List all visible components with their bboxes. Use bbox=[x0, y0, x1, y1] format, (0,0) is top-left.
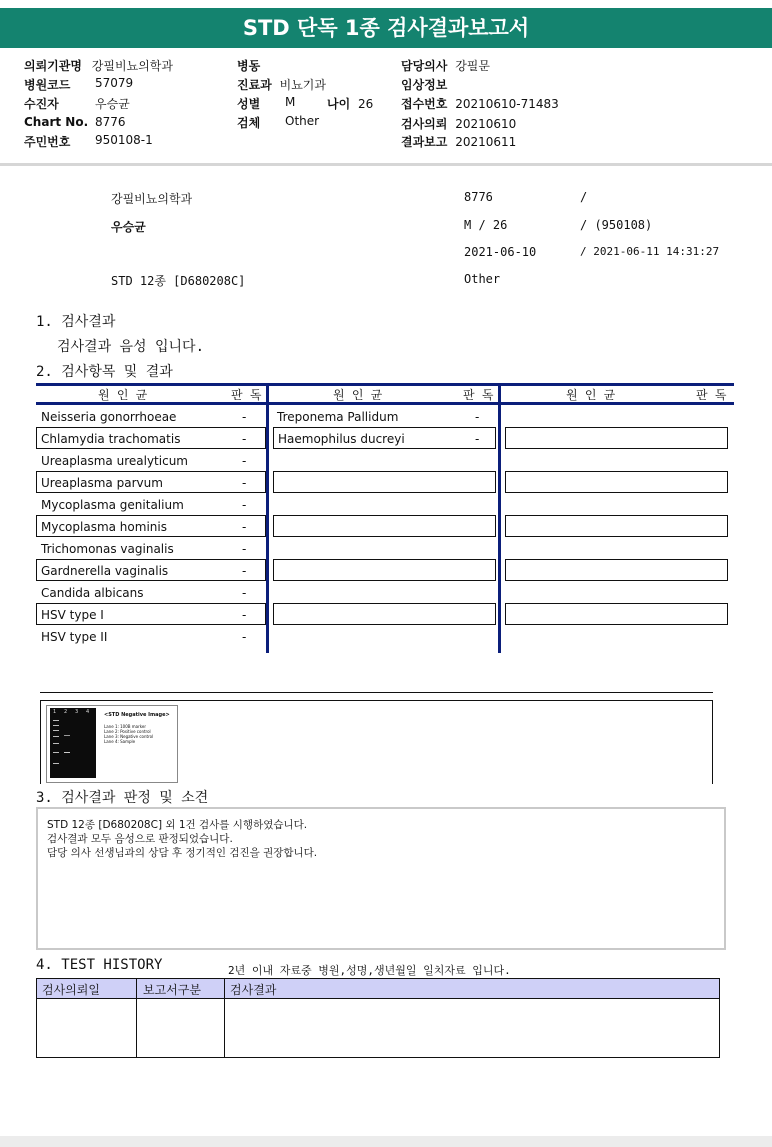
pathogen-name: Chlamydia trachomatis bbox=[41, 432, 181, 446]
col3-pathogen-header: 원 인 균 bbox=[566, 388, 616, 402]
col2-result-header: 판 독 bbox=[463, 388, 494, 402]
header-clinical-info bbox=[401, 76, 447, 93]
header-patient bbox=[24, 95, 130, 112]
value-report-date: 20210611 bbox=[455, 135, 517, 149]
header-hospital-code bbox=[24, 76, 134, 93]
pathogen-result: - bbox=[242, 410, 247, 424]
pathogen-name: Haemophilus ducreyi bbox=[278, 432, 405, 446]
info-patient: 우승균 bbox=[111, 220, 146, 234]
info-clinic: 강필비뇨의학과 bbox=[111, 192, 193, 206]
opinion-line: 검사결과 모두 음성으로 판정되었습니다. bbox=[47, 833, 233, 845]
pathogen-name: Mycoplasma hominis bbox=[41, 520, 167, 534]
col2-pathogen-header: 원 인 균 bbox=[333, 388, 383, 402]
section1-text: 검사결과 음성 입니다. bbox=[57, 339, 205, 355]
gel-legend bbox=[104, 724, 153, 744]
value-age: 26 bbox=[358, 97, 374, 111]
label-resident-no: 주민번호 bbox=[24, 135, 71, 149]
empty-row-box bbox=[505, 603, 728, 625]
pathogen-name: Mycoplasma genitalium bbox=[41, 498, 184, 512]
label-receipt-no: 접수번호 bbox=[401, 97, 448, 111]
image-section-line bbox=[40, 692, 713, 693]
pathogen-name: Ureaplasma urealyticum bbox=[41, 454, 188, 468]
pathogen-name: Candida albicans bbox=[41, 586, 144, 600]
info-chart: 8776 bbox=[464, 190, 493, 204]
pathogen-name: Neisseria gonorrhoeae bbox=[41, 410, 177, 424]
header-age bbox=[327, 95, 373, 112]
empty-row-box bbox=[505, 471, 728, 493]
report-title: STD 단독 1종 검사결과보고서 bbox=[0, 8, 772, 48]
value-hospital-code: 57079 bbox=[95, 76, 134, 90]
lane-label: 3 bbox=[75, 709, 79, 715]
header-receipt-no bbox=[401, 95, 559, 112]
col3-result-header: 판 독 bbox=[696, 388, 727, 402]
header-doctor bbox=[401, 57, 490, 74]
opinion-box bbox=[36, 807, 726, 950]
header-sex bbox=[237, 95, 296, 112]
results-col2 bbox=[273, 405, 497, 647]
lane-label: 2 bbox=[64, 709, 68, 715]
results-col1 bbox=[36, 405, 266, 647]
history-table-header bbox=[37, 979, 719, 999]
label-ward: 병동 bbox=[237, 59, 261, 73]
label-patient: 수진자 bbox=[24, 97, 59, 111]
value-sex: M bbox=[285, 95, 296, 109]
info-birth: / (950108) bbox=[580, 218, 653, 232]
label-age: 나이 bbox=[327, 97, 351, 111]
gel-caption: <STD Negative Image> bbox=[104, 712, 170, 718]
label-chart-no: Chart No. bbox=[24, 115, 89, 129]
header-ward bbox=[237, 57, 260, 74]
header-specimen bbox=[237, 114, 320, 131]
history-col-divider bbox=[224, 979, 225, 1057]
pathogen-result: - bbox=[242, 586, 247, 600]
pathogen-result: - bbox=[242, 564, 247, 578]
empty-row-box bbox=[273, 515, 496, 537]
info-slash: / bbox=[580, 190, 588, 204]
pathogen-result: - bbox=[242, 542, 247, 556]
value-chart-no: 8776 bbox=[95, 115, 126, 129]
empty-row-box bbox=[505, 427, 728, 449]
column-divider bbox=[498, 383, 501, 653]
pathogen-name: Treponema Pallidum bbox=[277, 410, 399, 424]
header-divider bbox=[0, 163, 772, 166]
gel-electrophoresis-image bbox=[50, 708, 96, 778]
opinion-line: STD 12종 [D680208C] 외 1건 검사를 시행하였습니다. bbox=[47, 819, 308, 831]
pathogen-name: HSV type I bbox=[41, 608, 104, 622]
empty-row-box bbox=[505, 515, 728, 537]
info-reported: / 2021-06-11 14:31:27 bbox=[580, 245, 720, 258]
opinion-line: 담당 의사 선생님과의 상담 후 정기적인 검진을 권장합니다. bbox=[47, 847, 318, 859]
label-request-date: 검사의뢰 bbox=[401, 117, 448, 131]
gel-image bbox=[46, 705, 178, 783]
value-specimen: Other bbox=[285, 114, 320, 128]
header-info bbox=[0, 52, 772, 162]
lane-label: 1 bbox=[53, 709, 57, 715]
label-requester: 의뢰기관명 bbox=[24, 59, 82, 73]
value-request-date: 20210610 bbox=[455, 117, 517, 131]
section1-title: 1. 검사결과 bbox=[36, 314, 116, 330]
lane-label: 4 bbox=[86, 709, 90, 715]
info-specimen: Other bbox=[464, 272, 501, 286]
pathogen-result: - bbox=[242, 520, 247, 534]
section2-title: 2. 검사항목 및 결과 bbox=[36, 364, 173, 380]
header-department bbox=[237, 76, 326, 93]
header-chart-no bbox=[24, 115, 126, 129]
gel-legend-item: Lane 3: Negative control bbox=[104, 734, 154, 739]
label-sex: 성별 bbox=[237, 97, 261, 111]
col1-pathogen-header: 원 인 균 bbox=[98, 388, 148, 402]
pathogen-name: HSV type II bbox=[41, 630, 108, 644]
gel-legend-item: Lane 1: 100B marker bbox=[104, 724, 147, 729]
header-report-date bbox=[401, 133, 516, 150]
label-clinical-info: 임상정보 bbox=[401, 78, 448, 92]
pathogen-result: - bbox=[475, 410, 480, 424]
value-doctor: 강필문 bbox=[455, 59, 490, 73]
info-test-code: STD 12종 [D680208C] bbox=[111, 274, 246, 288]
pathogen-result: - bbox=[242, 476, 247, 490]
empty-row-box bbox=[273, 603, 496, 625]
pathogen-name: Trichomonas vaginalis bbox=[41, 542, 174, 556]
pathogen-result: - bbox=[242, 454, 247, 468]
column-divider bbox=[266, 383, 269, 653]
pathogen-result: - bbox=[242, 608, 247, 622]
value-receipt-no: 20210610-71483 bbox=[455, 97, 559, 111]
empty-row-box bbox=[505, 559, 728, 581]
label-department: 진료과 bbox=[237, 78, 272, 92]
value-resident-no: 950108-1 bbox=[95, 133, 153, 147]
history-col-divider bbox=[136, 979, 137, 1057]
gel-legend-item: Lane 4: Sample bbox=[104, 739, 136, 744]
value-requester: 강필비뇨의학과 bbox=[91, 59, 173, 73]
pathogen-result: - bbox=[242, 630, 247, 644]
page-bottom-bar bbox=[0, 1136, 772, 1147]
section3-title: 3. 검사결과 판정 및 소견 bbox=[36, 790, 209, 806]
pathogen-result: - bbox=[242, 432, 247, 446]
pathogen-name: Ureaplasma parvum bbox=[41, 476, 163, 490]
history-table bbox=[36, 978, 720, 1058]
label-doctor: 담당의사 bbox=[401, 59, 448, 73]
results-col3 bbox=[505, 405, 728, 647]
empty-row-box bbox=[273, 559, 496, 581]
header-requester bbox=[24, 57, 173, 74]
header-request-date bbox=[401, 115, 516, 132]
history-col-result: 검사결과 bbox=[230, 983, 277, 997]
gel-legend-item: Lane 2: Positive control bbox=[104, 729, 151, 734]
history-note: 2년 이내 자료중 병원,성명,생년월일 일치자료 입니다. bbox=[228, 964, 511, 977]
label-report-date: 결과보고 bbox=[401, 135, 448, 149]
info-received: 2021-06-10 bbox=[464, 245, 537, 259]
value-department: 비뇨기과 bbox=[279, 78, 326, 92]
col1-result-header: 판 독 bbox=[231, 388, 262, 402]
pathogen-result: - bbox=[475, 432, 480, 446]
history-col-report-type: 보고서구분 bbox=[143, 983, 201, 997]
pathogen-result: - bbox=[242, 498, 247, 512]
value-patient: 우승균 bbox=[95, 97, 130, 111]
opinion-text bbox=[47, 818, 317, 860]
section4-title: 4. TEST HISTORY bbox=[36, 957, 163, 973]
info-sex-age: M / 26 bbox=[464, 218, 508, 232]
label-hospital-code: 병원코드 bbox=[24, 78, 71, 92]
history-col-request-date: 검사의뢰일 bbox=[42, 983, 100, 997]
header-resident-no bbox=[24, 133, 153, 150]
label-specimen: 검체 bbox=[237, 116, 261, 130]
pathogen-name: Gardnerella vaginalis bbox=[41, 564, 169, 578]
empty-row-box bbox=[273, 471, 496, 493]
